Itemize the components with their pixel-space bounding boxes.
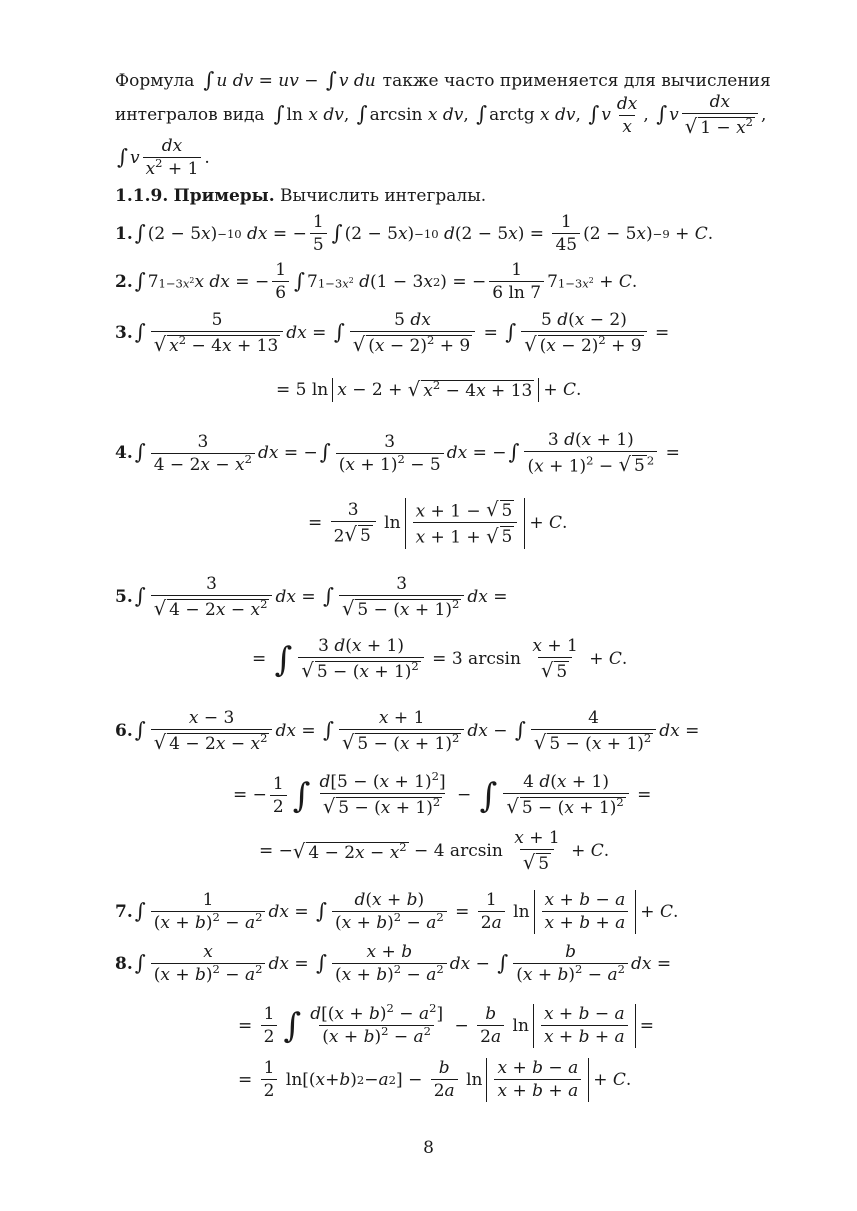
example-2-label: 2. xyxy=(115,271,133,292)
example-8-line-1: 8. ∫ x $(x + b)^2 - a^2$ dx = ∫ x + b $(x + b)^2 - a^2$ dx − ∫ b $(x + b)^2 - a^2$ dx = xyxy=(115,942,672,985)
example-5-line-2: = ∫ 3 d(x + 1) √ $5 - (x + 1)^2$ = 3 arcsin x + 1 √ 5 + C . xyxy=(252,636,628,683)
example-6-line-1: 6. ∫ x − 3 √ $4 - 2x - x^2$ dx = ∫ x + 1 √ $5 - (x + 1)^2$ dx − ∫ 4 √ $5 - (x + 1)^2$ dx = xyxy=(115,708,700,755)
section-title: Примеры. xyxy=(173,186,275,206)
example-7: 7. ∫ 1 $(x + b)^2 - a^2$ dx = ∫ d(x + b) $(x + b)^2 - a^2$ = 1 2a ln x + b − a x + b + a + C . xyxy=(115,890,679,933)
example-8-line-2: = 1 2 ∫ $d[(x + b)^2 - a^2]$ $(x + b)^2 - a^2$ − b 2a ln x + b − a x + b + a = xyxy=(238,1001,654,1047)
intro-text-also: также часто применяется для вычисления xyxy=(382,71,771,91)
example-5-line-1: 5. ∫ 3 √ $4 - 2x - x^2$ dx = ∫ 3 √ $5 - (x + 1)^2$ dx = xyxy=(115,574,508,621)
example-1: 1. ∫ (2 − 5 x ) −10 dx = − 1 5 ∫ (2 − 5 x ) −10 d (2 − 5 x ) = 1 45 (2 − 5 x ) −9 + C . xyxy=(115,212,714,255)
intro-line-1: Формула ∫ u dv = uv − ∫ v du также часто применяется для вычисления xyxy=(115,68,771,92)
example-6-line-3: = − √ $4 - 2x - x^2$ − 4 arcsin x + 1 √ 5 + C . xyxy=(259,828,610,875)
example-4-label: 4. xyxy=(115,443,133,464)
example-1-label: 1. xyxy=(115,223,133,244)
example-2: 2. ∫ 7 $1-3x^2$ x dx = − 1 6 ∫ 7 $1-3x^2$ d (1 − 3 x 2 ) = − 1 6 ln 7 7 $1-3x^2$ + C . xyxy=(115,260,638,303)
example-4-line-1: 4. ∫ 3 $4 - 2x - x^2$ dx = − ∫ 3 $(x + 1)^2 - 5$ dx = − ∫ 3 d(x + 1) $(x + 1)^2$ − √ 5 $^2$ = xyxy=(115,430,680,477)
example-8-label: 8. xyxy=(115,953,133,974)
example-6-label: 6. xyxy=(115,721,133,742)
example-3-line-1: 3. ∫ 5 √ $x^2 - 4x + 13$ dx = ∫ 5 dx √ $(x - 2)^2 + 9$ = ∫ 5 d(x − 2) √ $(x - 2)^2 + 9$ = xyxy=(115,310,670,357)
example-7-label: 7. xyxy=(115,901,133,922)
example-3-label: 3. xyxy=(115,323,133,344)
example-8-line-3: = 1 2 ln[( x + b ) 2 − a 2 ] − b 2a ln x + b − a x + b + a + C . xyxy=(238,1058,632,1101)
intro-text-integrals: интегралов вида xyxy=(115,105,265,126)
page-number: 8 xyxy=(423,1138,434,1158)
example-5-label: 5. xyxy=(115,587,133,608)
intro-line-3: ∫ v dx $x^2 + 1$ . xyxy=(117,136,210,179)
example-4-line-2: = 3 2 √ 5 ln x + 1 − √ 5 x + 1 + √ 5 + C . xyxy=(308,498,568,548)
example-6-line-2: = − 1 2 ∫ $d[5 - (x + 1)^2]$ √ $5 - (x + 1)^2$ − ∫ 4 d(x + 1) √ $5 - (x + 1)^2$ = xyxy=(233,769,652,819)
section-heading xyxy=(115,188,486,205)
section-subtitle: Вычислить интегралы. xyxy=(280,186,487,206)
intro-word-formula: Формула xyxy=(115,71,195,91)
intro-line-2: интегралов вида ∫ ln x dv , ∫ arcsin x dv , ∫ arctg x dv , ∫ v dx x , ∫ v dx √ $1 - x^2$ , xyxy=(115,92,767,139)
section-number: 1.1.9. xyxy=(115,186,169,206)
example-3-line-2: = 5 ln x − 2 + √ $x^2 - 4x + 13$ + C . xyxy=(276,378,582,402)
